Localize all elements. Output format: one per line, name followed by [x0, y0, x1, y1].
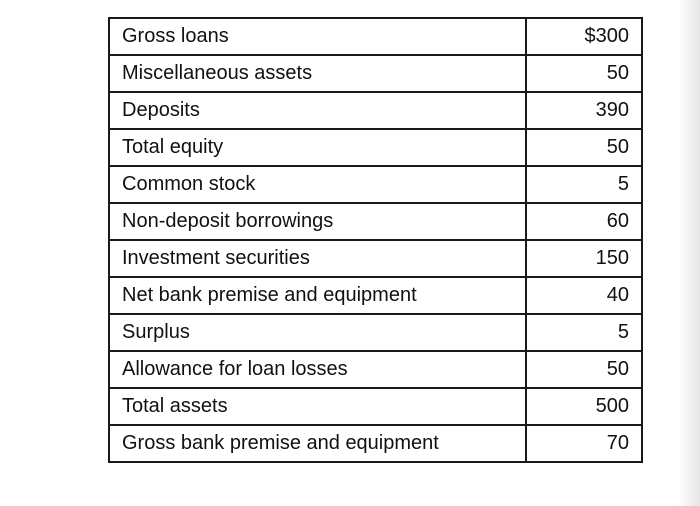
row-label: Common stock [109, 166, 526, 203]
row-value: 390 [526, 92, 642, 129]
table-row [109, 277, 642, 314]
table-row [109, 351, 642, 388]
table-row [109, 203, 642, 240]
table-row [109, 388, 642, 425]
row-value: 40 [526, 277, 642, 314]
table-row [109, 18, 642, 55]
row-value: 60 [526, 203, 642, 240]
table-row [109, 129, 642, 166]
row-label: Deposits [109, 92, 526, 129]
table-row [109, 166, 642, 203]
row-label: Non-deposit borrowings [109, 203, 526, 240]
page-edge-shadow [678, 0, 700, 506]
row-value: 150 [526, 240, 642, 277]
row-label: Miscellaneous assets [109, 55, 526, 92]
row-label: Surplus [109, 314, 526, 351]
table-row [109, 92, 642, 129]
table-row [109, 240, 642, 277]
row-label: Gross loans [109, 18, 526, 55]
row-label: Total equity [109, 129, 526, 166]
row-label: Total assets [109, 388, 526, 425]
row-value: 500 [526, 388, 642, 425]
row-value: $300 [526, 18, 642, 55]
table-row [109, 425, 642, 462]
row-value: 50 [526, 129, 642, 166]
row-label: Gross bank premise and equipment [109, 425, 526, 462]
table-row [109, 314, 642, 351]
row-value: 5 [526, 166, 642, 203]
balance-sheet-table [108, 17, 643, 463]
balance-sheet-table-container [108, 17, 641, 463]
table-row [109, 55, 642, 92]
row-label: Investment securities [109, 240, 526, 277]
row-label: Net bank premise and equipment [109, 277, 526, 314]
row-value: 50 [526, 55, 642, 92]
row-label: Allowance for loan losses [109, 351, 526, 388]
row-value: 70 [526, 425, 642, 462]
row-value: 5 [526, 314, 642, 351]
row-value: 50 [526, 351, 642, 388]
